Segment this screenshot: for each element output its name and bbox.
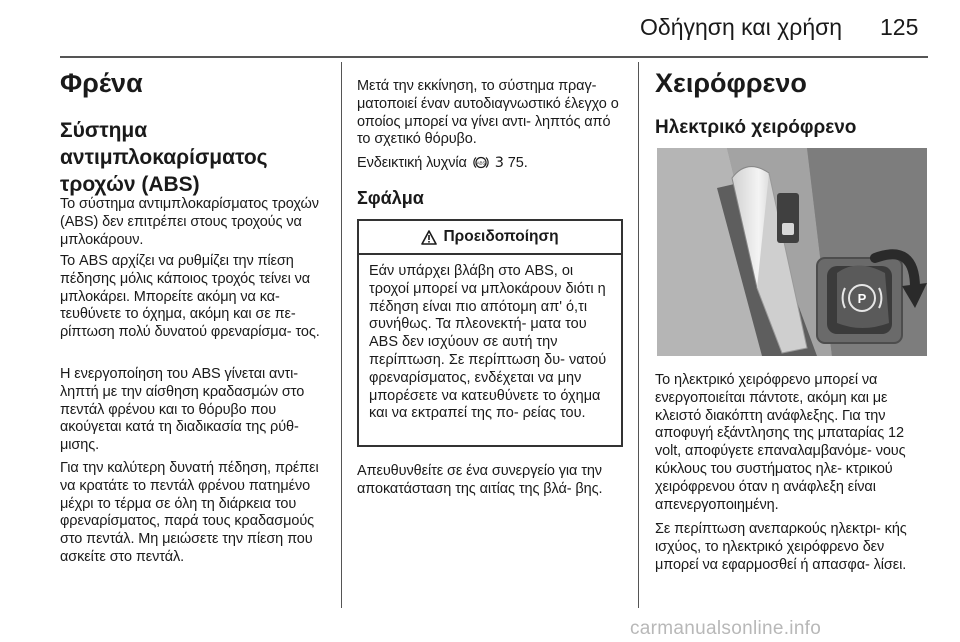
abs-intro-text: Το σύστημα αντιμπλοκαρίσματος τροχών (ABS) δεν επιτρέπει στους τροχούς να μπλοκάρουν. [60, 196, 319, 248]
parking-brake-illustration [657, 148, 927, 356]
indicator-label: Ενδεικτική λυχνία [357, 155, 467, 171]
fault-heading: Σφάλμα [357, 188, 424, 208]
warning-box [357, 219, 623, 447]
parking-brake-power-text: Σε περίπτωση ανεπαρκούς ηλεκτρι- κής ισχύος, το ηλεκτρικό χειρόφρενο δεν μπορεί να εφαρμοσθεί ή απασφα- λίσει. [655, 521, 907, 573]
warning-text: Εάν υπάρχει βλάβη στο ABS, οι τροχοί μπορεί να μπλοκάρουν διότι η πέδηση είναι πιο απότομη απ' ό,τι συνήθως. Τα πλεονεκτή- ματα του ABS δεν ισχύουν σε αυτή την περίπτωση. Σε περίπτωση δυ- νατού φρεναρίσματος, ενδέχεται να μην μπορέσετε να κατευθύνετε το όχημα και να εκτραπεί της πο- ρείας του. [369, 263, 607, 422]
workshop-advice-text: Απευθυνθείτε σε ένα συνεργείο για την αποκατάσταση της αιτίας της βλά- βης. [357, 463, 603, 497]
column-divider-2 [638, 62, 639, 608]
abs-activation-text: Η ενεργοποίηση του ABS γίνεται αντι- ληπτή με την αίσθηση κραδασμών στο πεντάλ φρένου και το θόρυβο που ακούγεται κατά τη διαδικασία της ρύθ- μισης. [60, 366, 305, 454]
page-reference-arrow-icon: 3 [494, 155, 504, 171]
page-header-title: Οδήγηση και χρήση [640, 14, 843, 40]
section-title-brakes: Φρένα [60, 68, 143, 98]
warning-title: Προειδοποίηση [443, 228, 559, 245]
header-rule [60, 56, 928, 58]
indicator-page-link[interactable]: 75. [507, 155, 528, 171]
abs-selftest-text: Μετά την εκκίνηση, το σύστημα πραγ- ματοποιεί έναν αυτοδιαγνωστικό έλεγχο ο οποίος μπορεί να γίνει αντι- ληπτός από το σχετικό θόρυβο. [357, 78, 619, 148]
warning-header [359, 221, 621, 255]
watermark: carmanualsonline.info [630, 618, 822, 639]
page-number: 125 [880, 14, 919, 40]
svg-text:(ABS): (ABS) [475, 160, 487, 166]
parking-brake-operation-text: Το ηλεκτρικό χειρόφρενο μπορεί να ενεργοποιείται πάντοτε, ακόμη και με κλειστό διακόπτη ανάφλεξης. Για την αποφυγή εξάντλησης της μπαταρίας 12 volt, αποφύγετε επαναλαμβανόμε- νους κύκλους του συστήματος ηλε- κτρικού χειρόφρενου όταν η ανάφλεξη είναι απενεργοποιημένη. [655, 372, 906, 513]
subtitle-abs: Σύστημα αντιμπλοκαρίσματος τροχών (ABS) [60, 119, 268, 196]
abs-regulation-text: Το ABS αρχίζει να ρυθμίζει την πίεση πέδησης μόλις κάποιος τροχός τείνει να μπλοκάρει. Μπορείτε ακόμη να κα- τευθύνετε το όχημα, ακόμη και σε πε- ρίπτωση πολύ δυνατού φρεναρίσμα- τος. [60, 253, 320, 341]
indicator-reference [357, 155, 625, 176]
abs-braking-text: Για την καλύτερη δυνατή πέδηση, πρέπει να κρατάτε το πεντάλ φρένου πατημένο μέχρι το τέρμα σε όλη τη διάρκεια του φρεναρίσματος, παρά τους κραδασμούς στο πεντάλ. Μη μειώσετε την πίεση που ασκείτε στο πεντάλ. [60, 460, 319, 565]
column-divider-1 [341, 62, 342, 608]
svg-text:P: P [857, 291, 867, 306]
subtitle-electric-parking-brake: Ηλεκτρικό χειρόφρενο [655, 117, 857, 138]
section-title-parking-brake: Χειρόφρενο [655, 68, 807, 98]
abs-warning-icon [473, 155, 489, 176]
warning-triangle-icon [421, 230, 437, 245]
